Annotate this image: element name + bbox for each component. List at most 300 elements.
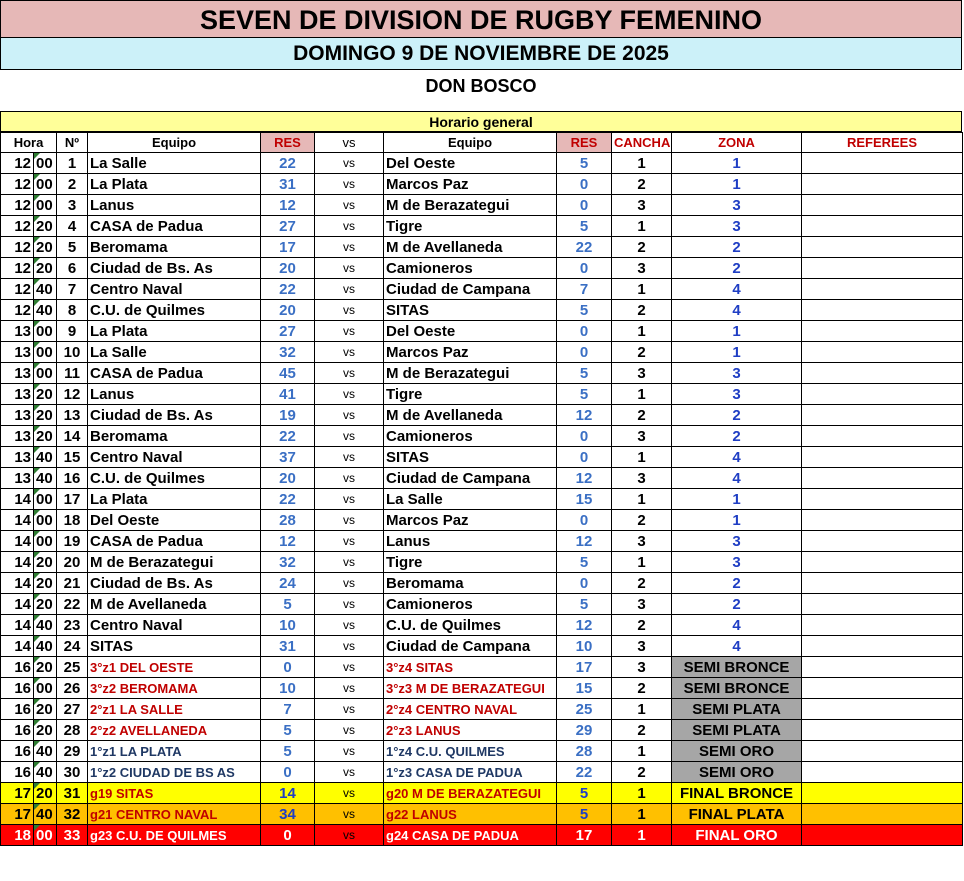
team-b-score: 5 <box>557 552 612 573</box>
header-hora: Hora <box>1 133 57 153</box>
team-b-score: 15 <box>557 678 612 699</box>
match-number: 14 <box>57 426 88 447</box>
team-a-name: 1°z1 LA PLATA <box>88 741 261 762</box>
team-a-name: M de Avellaneda <box>88 594 261 615</box>
match-number: 32 <box>57 804 88 825</box>
zona-number: 2 <box>672 237 802 258</box>
match-hour: 14 <box>1 636 34 657</box>
cancha-number: 3 <box>612 636 672 657</box>
match-number: 20 <box>57 552 88 573</box>
referee-cell <box>802 594 963 615</box>
referee-cell <box>802 615 963 636</box>
versus-label: vs <box>315 531 384 552</box>
match-row <box>1 783 963 804</box>
referee-cell <box>802 783 963 804</box>
cancha-number: 1 <box>612 279 672 300</box>
referee-cell <box>802 804 963 825</box>
team-a-name: Del Oeste <box>88 510 261 531</box>
cancha-number: 3 <box>612 594 672 615</box>
team-b-score: 0 <box>557 321 612 342</box>
cancha-number: 1 <box>612 447 672 468</box>
referee-cell <box>802 762 963 783</box>
referee-cell <box>802 195 963 216</box>
versus-label: vs <box>315 489 384 510</box>
match-minute: 20 <box>34 720 57 741</box>
team-b-score: 10 <box>557 636 612 657</box>
team-b-name: Camioneros <box>384 426 557 447</box>
team-b-name: Camioneros <box>384 594 557 615</box>
referee-cell <box>802 531 963 552</box>
stage-label: FINAL ORO <box>672 825 802 846</box>
team-b-name: Marcos Paz <box>384 342 557 363</box>
versus-label: vs <box>315 825 384 846</box>
cancha-number: 1 <box>612 825 672 846</box>
match-row <box>1 384 963 405</box>
team-a-name: Beromama <box>88 237 261 258</box>
versus-label: vs <box>315 237 384 258</box>
header-referees: REFEREES <box>802 133 963 153</box>
cancha-number: 1 <box>612 489 672 510</box>
match-hour: 13 <box>1 342 34 363</box>
referee-cell <box>802 510 963 531</box>
zona-number: 3 <box>672 195 802 216</box>
match-hour: 17 <box>1 804 34 825</box>
team-a-score: 32 <box>261 342 315 363</box>
match-hour: 13 <box>1 426 34 447</box>
referee-cell <box>802 825 963 846</box>
match-minute: 40 <box>34 447 57 468</box>
match-row <box>1 174 963 195</box>
team-b-score: 12 <box>557 615 612 636</box>
team-b-name: M de Berazategui <box>384 195 557 216</box>
team-a-name: C.U. de Quilmes <box>88 468 261 489</box>
stage-label: FINAL PLATA <box>672 804 802 825</box>
team-a-score: 27 <box>261 216 315 237</box>
team-b-score: 5 <box>557 594 612 615</box>
match-hour: 16 <box>1 762 34 783</box>
team-b-name: Ciudad de Campana <box>384 636 557 657</box>
referee-cell <box>802 174 963 195</box>
referee-cell <box>802 678 963 699</box>
team-b-name: M de Berazategui <box>384 363 557 384</box>
referee-cell <box>802 741 963 762</box>
team-a-score: 19 <box>261 405 315 426</box>
match-minute: 20 <box>34 426 57 447</box>
team-b-name: M de Avellaneda <box>384 237 557 258</box>
versus-label: vs <box>315 741 384 762</box>
match-hour: 14 <box>1 531 34 552</box>
match-row <box>1 804 963 825</box>
referee-cell <box>802 237 963 258</box>
referee-cell <box>802 426 963 447</box>
versus-label: vs <box>315 594 384 615</box>
match-number: 13 <box>57 405 88 426</box>
match-minute: 00 <box>34 510 57 531</box>
cancha-number: 1 <box>612 384 672 405</box>
team-b-score: 12 <box>557 531 612 552</box>
match-hour: 13 <box>1 468 34 489</box>
team-b-name: Camioneros <box>384 258 557 279</box>
match-number: 15 <box>57 447 88 468</box>
match-row <box>1 363 963 384</box>
versus-label: vs <box>315 321 384 342</box>
zona-number: 1 <box>672 153 802 174</box>
team-b-score: 0 <box>557 510 612 531</box>
team-b-name: 3°z4 SITAS <box>384 657 557 678</box>
stage-label: SEMI BRONCE <box>672 678 802 699</box>
match-number: 3 <box>57 195 88 216</box>
match-minute: 40 <box>34 300 57 321</box>
versus-label: vs <box>315 615 384 636</box>
team-b-name: g22 LANUS <box>384 804 557 825</box>
team-b-score: 12 <box>557 405 612 426</box>
team-a-score: 37 <box>261 447 315 468</box>
venue-name: DON BOSCO <box>0 70 962 102</box>
cancha-number: 2 <box>612 720 672 741</box>
referee-cell <box>802 279 963 300</box>
team-a-name: Ciudad de Bs. As <box>88 405 261 426</box>
team-a-name: Ciudad de Bs. As <box>88 258 261 279</box>
team-b-name: g20 M DE BERAZATEGUI <box>384 783 557 804</box>
match-minute: 20 <box>34 657 57 678</box>
match-hour: 14 <box>1 594 34 615</box>
match-minute: 40 <box>34 741 57 762</box>
zona-number: 2 <box>672 258 802 279</box>
zona-number: 3 <box>672 552 802 573</box>
match-number: 8 <box>57 300 88 321</box>
referee-cell <box>802 153 963 174</box>
match-number: 12 <box>57 384 88 405</box>
team-b-score: 0 <box>557 426 612 447</box>
team-b-score: 0 <box>557 342 612 363</box>
team-a-name: Centro Naval <box>88 279 261 300</box>
match-row <box>1 636 963 657</box>
match-row <box>1 321 963 342</box>
zona-number: 4 <box>672 447 802 468</box>
match-number: 6 <box>57 258 88 279</box>
match-row <box>1 657 963 678</box>
stage-label: FINAL BRONCE <box>672 783 802 804</box>
match-row <box>1 678 963 699</box>
event-date: DOMINGO 9 DE NOVIEMBRE DE 2025 <box>0 38 962 70</box>
header-equipo-b: Equipo <box>384 133 557 153</box>
match-hour: 12 <box>1 258 34 279</box>
zona-number: 1 <box>672 342 802 363</box>
match-hour: 14 <box>1 615 34 636</box>
match-number: 21 <box>57 573 88 594</box>
team-b-score: 0 <box>557 195 612 216</box>
match-minute: 00 <box>34 195 57 216</box>
match-minute: 40 <box>34 615 57 636</box>
match-row <box>1 762 963 783</box>
team-a-score: 22 <box>261 426 315 447</box>
zona-number: 2 <box>672 573 802 594</box>
versus-label: vs <box>315 405 384 426</box>
versus-label: vs <box>315 678 384 699</box>
team-a-name: CASA de Padua <box>88 531 261 552</box>
versus-label: vs <box>315 804 384 825</box>
team-b-name: Del Oeste <box>384 321 557 342</box>
team-b-name: C.U. de Quilmes <box>384 615 557 636</box>
referee-cell <box>802 699 963 720</box>
match-hour: 18 <box>1 825 34 846</box>
match-row <box>1 468 963 489</box>
match-row <box>1 216 963 237</box>
match-row <box>1 258 963 279</box>
match-row <box>1 720 963 741</box>
team-a-name: 1°z2 CIUDAD DE BS AS <box>88 762 261 783</box>
versus-label: vs <box>315 510 384 531</box>
cancha-number: 2 <box>612 174 672 195</box>
team-b-score: 5 <box>557 363 612 384</box>
team-a-score: 20 <box>261 468 315 489</box>
match-number: 27 <box>57 699 88 720</box>
referee-cell <box>802 321 963 342</box>
versus-label: vs <box>315 573 384 594</box>
team-b-name: Tigre <box>384 552 557 573</box>
schedule-table <box>0 132 963 846</box>
cancha-number: 3 <box>612 468 672 489</box>
match-number: 4 <box>57 216 88 237</box>
match-minute: 00 <box>34 531 57 552</box>
match-number: 24 <box>57 636 88 657</box>
match-minute: 20 <box>34 573 57 594</box>
team-a-score: 22 <box>261 279 315 300</box>
match-row <box>1 342 963 363</box>
cancha-number: 1 <box>612 783 672 804</box>
team-a-score: 31 <box>261 174 315 195</box>
match-row <box>1 489 963 510</box>
team-b-name: Beromama <box>384 573 557 594</box>
team-b-score: 25 <box>557 699 612 720</box>
match-number: 9 <box>57 321 88 342</box>
team-b-score: 0 <box>557 573 612 594</box>
match-number: 25 <box>57 657 88 678</box>
referee-cell <box>802 468 963 489</box>
team-b-score: 12 <box>557 468 612 489</box>
match-hour: 12 <box>1 237 34 258</box>
versus-label: vs <box>315 342 384 363</box>
match-minute: 20 <box>34 216 57 237</box>
header-res-b: RES <box>557 133 612 153</box>
match-hour: 13 <box>1 405 34 426</box>
match-minute: 00 <box>34 825 57 846</box>
match-minute: 40 <box>34 804 57 825</box>
zona-number: 4 <box>672 279 802 300</box>
cancha-number: 3 <box>612 195 672 216</box>
team-b-score: 5 <box>557 384 612 405</box>
team-b-score: 17 <box>557 825 612 846</box>
stage-label: SEMI PLATA <box>672 699 802 720</box>
match-number: 22 <box>57 594 88 615</box>
team-b-name: Marcos Paz <box>384 510 557 531</box>
match-hour: 12 <box>1 300 34 321</box>
team-a-name: CASA de Padua <box>88 363 261 384</box>
versus-label: vs <box>315 216 384 237</box>
match-number: 1 <box>57 153 88 174</box>
match-hour: 16 <box>1 741 34 762</box>
stage-label: SEMI BRONCE <box>672 657 802 678</box>
match-row <box>1 510 963 531</box>
match-hour: 12 <box>1 153 34 174</box>
match-hour: 16 <box>1 657 34 678</box>
team-b-score: 5 <box>557 804 612 825</box>
versus-label: vs <box>315 363 384 384</box>
team-a-name: Lanus <box>88 195 261 216</box>
team-a-score: 5 <box>261 594 315 615</box>
team-a-score: 10 <box>261 678 315 699</box>
team-a-score: 20 <box>261 300 315 321</box>
team-a-score: 22 <box>261 489 315 510</box>
header-equipo-a: Equipo <box>88 133 261 153</box>
stage-label: SEMI ORO <box>672 741 802 762</box>
match-number: 10 <box>57 342 88 363</box>
match-minute: 20 <box>34 384 57 405</box>
match-number: 30 <box>57 762 88 783</box>
team-b-score: 5 <box>557 153 612 174</box>
match-minute: 00 <box>34 678 57 699</box>
stage-label: SEMI PLATA <box>672 720 802 741</box>
referee-cell <box>802 342 963 363</box>
match-row <box>1 825 963 846</box>
team-b-name: La Salle <box>384 489 557 510</box>
team-a-name: Lanus <box>88 384 261 405</box>
team-a-score: 0 <box>261 657 315 678</box>
cancha-number: 1 <box>612 699 672 720</box>
team-a-score: 14 <box>261 783 315 804</box>
zona-number: 1 <box>672 321 802 342</box>
team-b-score: 0 <box>557 258 612 279</box>
team-b-name: Tigre <box>384 216 557 237</box>
zona-number: 2 <box>672 405 802 426</box>
match-row <box>1 447 963 468</box>
versus-label: vs <box>315 699 384 720</box>
team-a-name: g19 SITAS <box>88 783 261 804</box>
referee-cell <box>802 573 963 594</box>
match-minute: 20 <box>34 552 57 573</box>
cancha-number: 2 <box>612 678 672 699</box>
team-b-name: 2°z3 LANUS <box>384 720 557 741</box>
match-hour: 13 <box>1 363 34 384</box>
team-a-name: CASA de Padua <box>88 216 261 237</box>
match-row <box>1 699 963 720</box>
match-minute: 20 <box>34 594 57 615</box>
zona-number: 2 <box>672 426 802 447</box>
team-b-name: Marcos Paz <box>384 174 557 195</box>
versus-label: vs <box>315 153 384 174</box>
match-number: 19 <box>57 531 88 552</box>
cancha-number: 2 <box>612 510 672 531</box>
cancha-number: 3 <box>612 426 672 447</box>
match-minute: 40 <box>34 636 57 657</box>
referee-cell <box>802 384 963 405</box>
match-hour: 12 <box>1 279 34 300</box>
match-row <box>1 594 963 615</box>
cancha-number: 2 <box>612 237 672 258</box>
team-b-name: SITAS <box>384 447 557 468</box>
referee-cell <box>802 636 963 657</box>
team-b-score: 22 <box>557 237 612 258</box>
team-a-score: 0 <box>261 825 315 846</box>
team-a-name: Centro Naval <box>88 447 261 468</box>
zona-number: 2 <box>672 594 802 615</box>
header-zona: ZONA <box>672 133 802 153</box>
match-hour: 14 <box>1 489 34 510</box>
versus-label: vs <box>315 384 384 405</box>
match-hour: 16 <box>1 720 34 741</box>
team-a-score: 17 <box>261 237 315 258</box>
team-a-name: Beromama <box>88 426 261 447</box>
team-b-score: 5 <box>557 783 612 804</box>
match-minute: 00 <box>34 363 57 384</box>
match-minute: 20 <box>34 258 57 279</box>
match-hour: 13 <box>1 447 34 468</box>
team-a-name: La Salle <box>88 342 261 363</box>
cancha-number: 1 <box>612 552 672 573</box>
match-minute: 40 <box>34 762 57 783</box>
team-b-score: 0 <box>557 447 612 468</box>
team-b-score: 17 <box>557 657 612 678</box>
header-res-a: RES <box>261 133 315 153</box>
match-number: 31 <box>57 783 88 804</box>
cancha-number: 2 <box>612 300 672 321</box>
referee-cell <box>802 300 963 321</box>
cancha-number: 2 <box>612 342 672 363</box>
team-b-name: Lanus <box>384 531 557 552</box>
team-b-name: 2°z4 CENTRO NAVAL <box>384 699 557 720</box>
match-hour: 14 <box>1 573 34 594</box>
team-a-score: 28 <box>261 510 315 531</box>
versus-label: vs <box>315 258 384 279</box>
match-hour: 14 <box>1 552 34 573</box>
match-row <box>1 153 963 174</box>
tournament-title: SEVEN DE DIVISION DE RUGBY FEMENINO <box>0 0 962 38</box>
team-a-name: La Plata <box>88 321 261 342</box>
match-row <box>1 426 963 447</box>
team-a-name: Ciudad de Bs. As <box>88 573 261 594</box>
cancha-number: 2 <box>612 573 672 594</box>
match-number: 5 <box>57 237 88 258</box>
match-row <box>1 279 963 300</box>
team-a-score: 7 <box>261 699 315 720</box>
match-row <box>1 405 963 426</box>
team-a-score: 22 <box>261 153 315 174</box>
team-a-score: 5 <box>261 720 315 741</box>
cancha-number: 3 <box>612 657 672 678</box>
versus-label: vs <box>315 720 384 741</box>
match-number: 23 <box>57 615 88 636</box>
zona-number: 4 <box>672 615 802 636</box>
match-minute: 00 <box>34 321 57 342</box>
team-a-score: 41 <box>261 384 315 405</box>
team-b-score: 0 <box>557 174 612 195</box>
team-b-name: M de Avellaneda <box>384 405 557 426</box>
versus-label: vs <box>315 657 384 678</box>
match-number: 26 <box>57 678 88 699</box>
team-a-score: 32 <box>261 552 315 573</box>
match-number: 28 <box>57 720 88 741</box>
referee-cell <box>802 258 963 279</box>
match-number: 33 <box>57 825 88 846</box>
team-a-name: g21 CENTRO NAVAL <box>88 804 261 825</box>
team-a-score: 0 <box>261 762 315 783</box>
versus-label: vs <box>315 636 384 657</box>
match-row <box>1 741 963 762</box>
match-hour: 16 <box>1 699 34 720</box>
team-b-score: 29 <box>557 720 612 741</box>
team-b-name: Tigre <box>384 384 557 405</box>
team-b-name: 1°z4 C.U. QUILMES <box>384 741 557 762</box>
